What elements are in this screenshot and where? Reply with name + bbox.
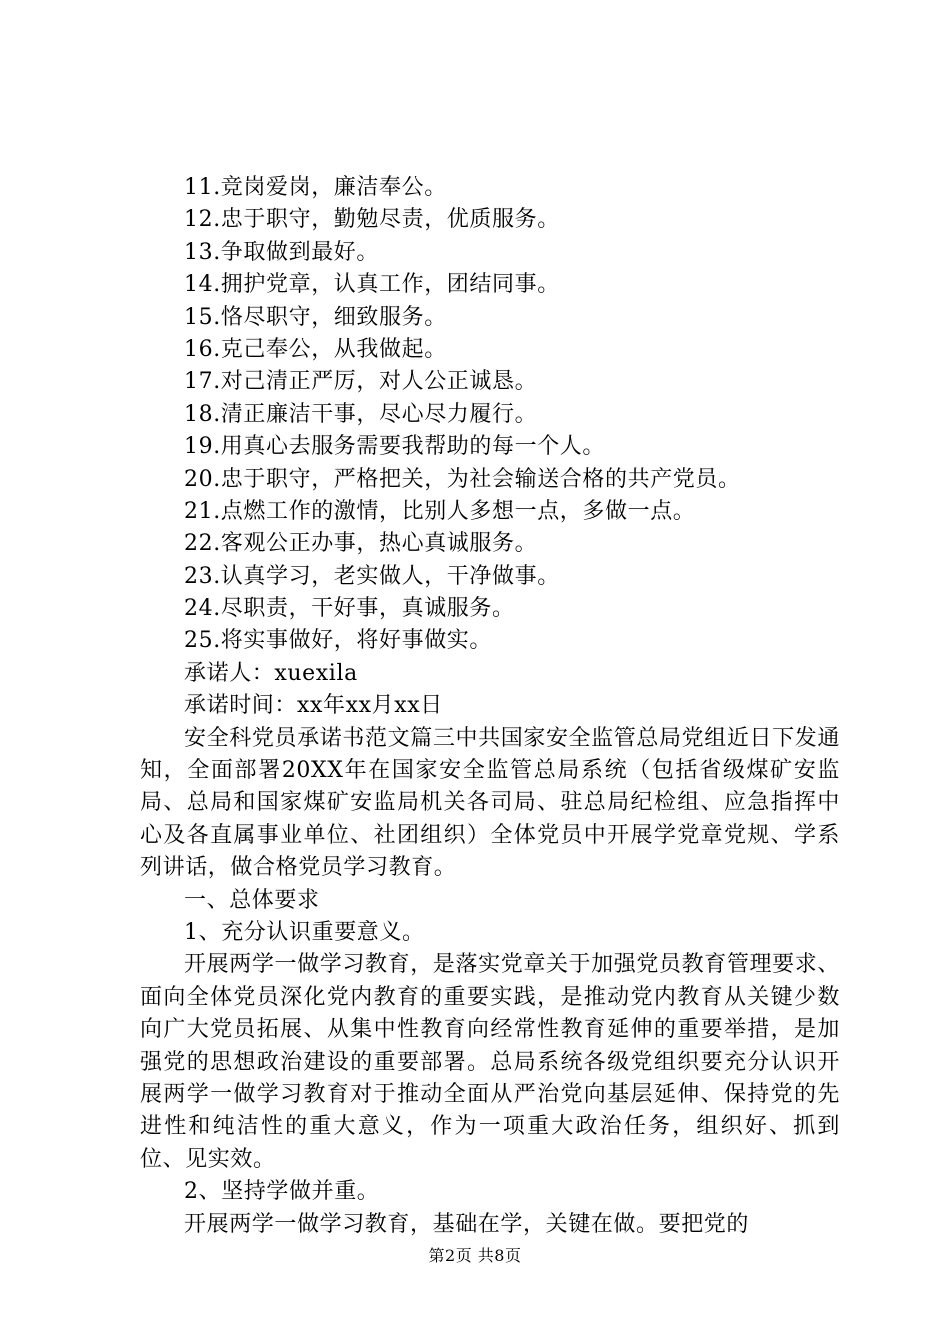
page-content	[140, 172, 840, 1241]
list-item: 13.争取做到最好。	[184, 239, 379, 265]
list-item: 23.认真学习，老实做人，干净做事。	[184, 563, 560, 589]
paragraph-intro: 安全科党员承诺书范文篇三中共国家安全监管总局党组近日下发通知，全面部署20XX年在国家安全监管总局系统（包括省级煤矿安监局、总局和国家煤矿安监局机关各司局、驻总局纪检组、应急指挥中心及各直属事业单位、社团组织）全体党员中开展学党章党规、学系列讲话，做合格党员学习教育。	[140, 725, 840, 881]
list-item: 17.对己清正严厉，对人公正诚恳。	[184, 369, 538, 395]
list-item: 22.客观公正办事，热心真诚服务。	[184, 531, 538, 557]
section-heading: 一、总体要求	[184, 887, 320, 913]
page-footer: 第2页 共8页	[428, 1246, 522, 1265]
list-item: 24.尽职责，干好事，真诚服务。	[184, 596, 515, 622]
list-item: 11.竞岗爱岗，廉洁奉公。	[184, 175, 447, 200]
subsection-heading: 2、坚持学做并重。	[184, 1179, 380, 1205]
list-item: 21.点燃工作的激情，比别人多想一点，多做一点。	[184, 498, 696, 524]
list-item: 18.清正廉洁干事，尽心尽力履行。	[184, 401, 538, 427]
promisor-line: 承诺人：xuexila	[184, 660, 358, 686]
list-item: 25.将实事做好，将好事做实。	[184, 628, 492, 654]
list-item: 14.拥护党章，认真工作，团结同事。	[184, 272, 560, 298]
promise-time-line: 承诺时间：xx年xx月xx日	[184, 693, 443, 719]
paragraph-significance: 开展两学一做学习教育，是落实党章关于加强党员教育管理要求、面向全体党员深化党内教育的重要实践，是推动党内教育从关键少数向广大党员拓展、从集中性教育向经常性教育延伸的重要举措，是加强党的思想政治建设的重要部署。总局系统各级党组织要充分认识开展两学一做学习教育对于推动全面从严治党向基层延伸、保持党的先进性和纯洁性的重大意义，作为一项重大政治任务，组织好、抓到位、见实效。	[140, 952, 840, 1172]
list-item: 15.恪尽职守，细致服务。	[184, 304, 447, 330]
list-item: 19.用真心去服务需要我帮助的每一个人。	[184, 434, 605, 460]
subsection-heading: 1、充分认识重要意义。	[184, 920, 425, 946]
list-item: 20.忠于职守，严格把关，为社会输送合格的共产党员。	[184, 466, 741, 492]
list-item: 12.忠于职守，勤勉尽责，优质服务。	[184, 207, 560, 233]
paragraph-study: 开展两学一做学习教育，基础在学，关键在做。要把党的	[184, 1211, 750, 1237]
list-item: 16.克己奉公，从我做起。	[184, 336, 447, 362]
